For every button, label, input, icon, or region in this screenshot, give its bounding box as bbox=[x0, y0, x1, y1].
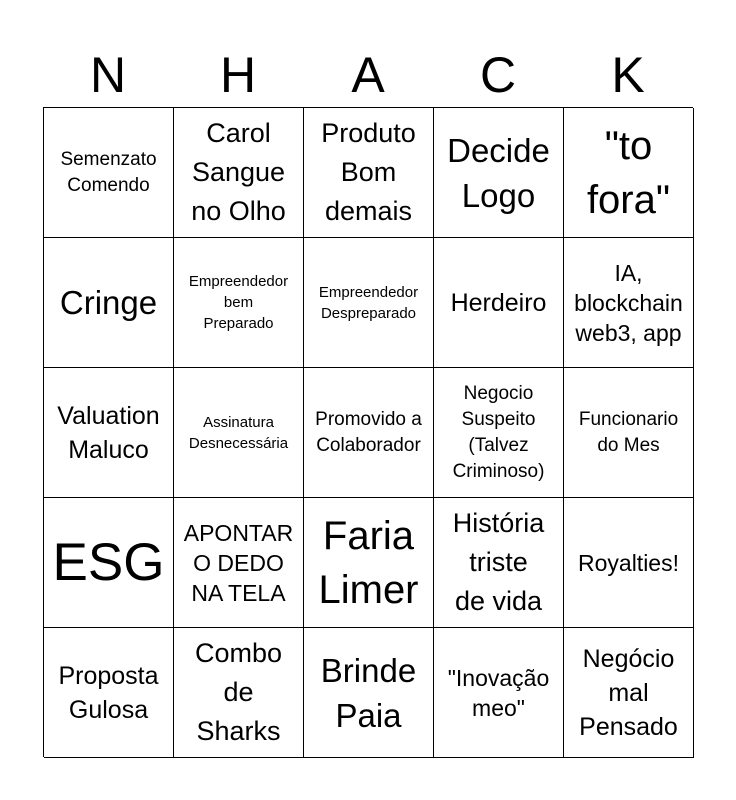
cell-text: Produto Bom demais bbox=[321, 118, 416, 226]
bingo-cell[interactable] bbox=[44, 108, 174, 238]
bingo-cell[interactable] bbox=[44, 628, 174, 758]
bingo-cell[interactable] bbox=[174, 108, 304, 238]
bingo-cell[interactable] bbox=[564, 238, 694, 368]
bingo-cell[interactable] bbox=[174, 628, 304, 758]
bingo-cell[interactable] bbox=[564, 108, 694, 238]
cell-text: Promovido a Colaborador bbox=[315, 408, 422, 456]
cell-text: Empreendedor bem Preparado bbox=[188, 273, 289, 332]
bingo-cell[interactable] bbox=[434, 108, 564, 238]
header-letter-c: C bbox=[479, 47, 517, 103]
bingo-cell[interactable] bbox=[304, 498, 434, 628]
bingo-cell[interactable] bbox=[564, 368, 694, 498]
cell-text: "to fora" bbox=[586, 123, 671, 222]
header-letter-h: H bbox=[219, 47, 257, 103]
bingo-board bbox=[43, 107, 693, 757]
bingo-cell[interactable] bbox=[434, 498, 564, 628]
header-letter-a: A bbox=[351, 47, 385, 103]
bingo-cell[interactable] bbox=[564, 498, 694, 628]
cell-text: Semenzato Comendo bbox=[60, 148, 157, 196]
cell-text: Faria Limer bbox=[318, 513, 419, 612]
cell-text: Decide Logo bbox=[447, 131, 550, 214]
cell-text: Carol Sangue no Olho bbox=[191, 118, 286, 226]
cell-text: Combo de Sharks bbox=[194, 638, 283, 746]
bingo-cell[interactable] bbox=[44, 368, 174, 498]
bingo-cell[interactable] bbox=[434, 628, 564, 758]
bingo-cell[interactable] bbox=[44, 498, 174, 628]
cell-text: APONTAR O DEDO NA TELA bbox=[183, 519, 294, 606]
bingo-cell[interactable] bbox=[564, 628, 694, 758]
cell-text: Cringe bbox=[59, 284, 158, 321]
cell-text: História triste de vida bbox=[452, 508, 545, 616]
bingo-cell[interactable] bbox=[174, 368, 304, 498]
cell-text: Herdeiro bbox=[450, 288, 547, 317]
cell-text: ESG bbox=[52, 532, 165, 592]
cell-text: Assinatura Desnecessária bbox=[188, 413, 289, 452]
cell-text: Negocio Suspeito (Talvez Criminoso) bbox=[452, 382, 545, 482]
cell-text: IA, blockchain web3, app bbox=[574, 259, 683, 346]
bingo-cell[interactable] bbox=[434, 368, 564, 498]
header-letter-k: K bbox=[611, 47, 645, 103]
bingo-cell[interactable] bbox=[304, 238, 434, 368]
bingo-cell[interactable] bbox=[174, 238, 304, 368]
cell-text: Empreendedor Despreparado bbox=[318, 283, 419, 322]
cell-text: Funcionario do Mes bbox=[578, 408, 679, 456]
bingo-cell[interactable] bbox=[434, 238, 564, 368]
cell-text: Valuation Maluco bbox=[57, 401, 160, 464]
bingo-cell[interactable] bbox=[304, 368, 434, 498]
cell-text: Negócio mal Pensado bbox=[579, 644, 678, 741]
bingo-header bbox=[43, 44, 693, 106]
bingo-cell[interactable] bbox=[174, 498, 304, 628]
bingo-cell[interactable] bbox=[304, 628, 434, 758]
cell-text: "Inovação meo" bbox=[447, 664, 550, 721]
cell-text: Brinde Paia bbox=[320, 651, 417, 734]
cell-text: Royalties! bbox=[578, 549, 679, 576]
cell-text: Proposta Gulosa bbox=[58, 661, 159, 724]
bingo-cell[interactable] bbox=[44, 238, 174, 368]
header-letter-n: N bbox=[89, 47, 127, 103]
bingo-cell[interactable] bbox=[304, 108, 434, 238]
